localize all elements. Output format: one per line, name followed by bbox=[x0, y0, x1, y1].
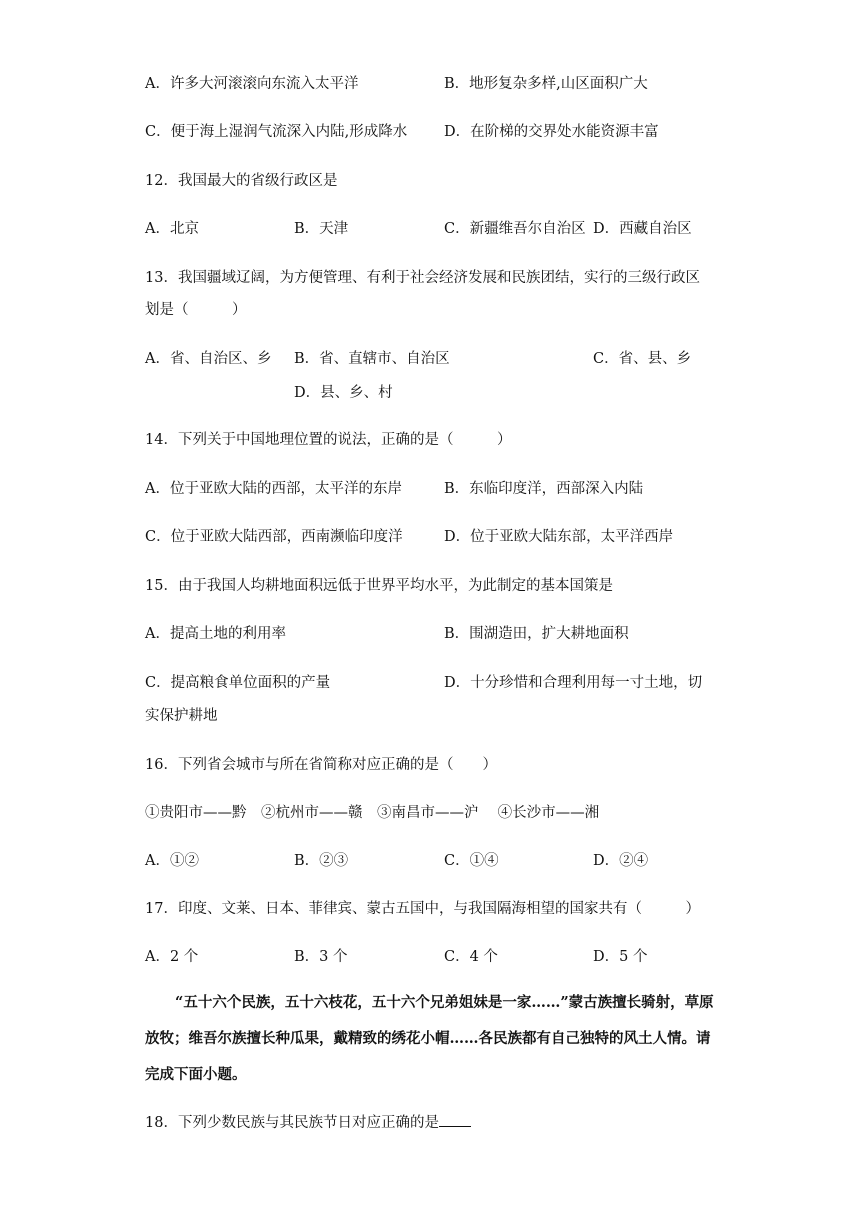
answer-blank[interactable] bbox=[439, 1112, 471, 1127]
q13-stem-line1: 13．我国疆域辽阔，为方便管理、有利于社会经济发展和民族团结，实行的三级行政区 bbox=[145, 270, 700, 286]
passage-text: “五十六个民族，五十六枝花，五十六个兄弟姐妹是一家……”蒙古族擅长骑射，草原放牧；维吾尔族擅长种瓜果，戴精致的绣花小帽……各民族都有自己独特的风土人情。请完成下面小题。 bbox=[145, 994, 714, 1083]
q13-stem-line2: 划是（ ） bbox=[145, 302, 247, 318]
q17-option-a: A．2 个 bbox=[145, 949, 199, 965]
q11-option-b: B．地形复杂多样,山区面积广大 bbox=[444, 76, 648, 92]
reading-passage bbox=[145, 985, 720, 1093]
q17-option-c: C．4 个 bbox=[444, 949, 498, 965]
q15-option-a: A．提高土地的利用率 bbox=[145, 626, 286, 642]
q16-option-d: D．②④ bbox=[593, 853, 649, 869]
q12-option-d: D．西藏自治区 bbox=[593, 221, 692, 237]
q16-option-a: A．①② bbox=[145, 853, 199, 869]
q15-option-d: D．十分珍惜和合理利用每一寸土地，切 bbox=[444, 675, 703, 691]
q13-option-a: A．省、自治区、乡 bbox=[145, 351, 272, 367]
q17-option-b: B．3 个 bbox=[294, 949, 348, 965]
q14-option-d: D．位于亚欧大陆东部，太平洋西岸 bbox=[444, 529, 674, 545]
q17-option-d: D．5 个 bbox=[593, 949, 648, 965]
q14-option-c: C．位于亚欧大陆西部，西南濒临印度洋 bbox=[145, 529, 403, 545]
q15-stem: 15．由于我国人均耕地面积远低于世界平均水平，为此制定的基本国策是 bbox=[145, 578, 613, 594]
q11-option-a: A．许多大河滚滚向东流入太平洋 bbox=[145, 76, 359, 92]
q12-option-a: A．北京 bbox=[145, 221, 199, 237]
q16-option-b: B．②③ bbox=[294, 853, 349, 869]
q16-stem: 16．下列省会城市与所在省简称对应正确的是（ ） bbox=[145, 757, 497, 773]
q18-stem: 18．下列少数民族与其民族节日对应正确的是 bbox=[145, 1115, 439, 1131]
q14-option-a: A．位于亚欧大陆的西部，太平洋的东岸 bbox=[145, 481, 402, 497]
q14-stem: 14．下列关于中国地理位置的说法，正确的是（ ） bbox=[145, 432, 512, 448]
q16-items: ①贵阳市——黔 ②杭州市——赣 ③南昌市——沪 ④长沙市——湘 bbox=[145, 805, 600, 821]
q15-option-d-continued: 实保护耕地 bbox=[145, 708, 218, 724]
q15-option-b: B．围湖造田，扩大耕地面积 bbox=[444, 626, 629, 642]
q14-option-b: B．东临印度洋，西部深入内陆 bbox=[444, 481, 644, 497]
q17-stem: 17．印度、文莱、日本、菲律宾、蒙古五国中，与我国隔海相望的国家共有（ ） bbox=[145, 901, 700, 917]
q13-option-c: C．省、县、乡 bbox=[593, 351, 692, 367]
q12-option-c: C．新疆维吾尔自治区 bbox=[444, 221, 586, 237]
q15-option-c: C．提高粮食单位面积的产量 bbox=[145, 675, 331, 691]
q13-option-d: D．县、乡、村 bbox=[294, 385, 393, 401]
q18-stem-line bbox=[145, 1111, 471, 1132]
q11-option-c: C．便于海上湿润气流深入内陆,形成降水 bbox=[145, 124, 408, 140]
q12-option-b: B．天津 bbox=[294, 221, 349, 237]
q16-option-c: C．①④ bbox=[444, 853, 499, 869]
q11-option-d: D．在阶梯的交界处水能资源丰富 bbox=[444, 124, 659, 140]
q12-stem: 12．我国最大的省级行政区是 bbox=[145, 173, 338, 189]
q13-option-b: B．省、直辖市、自治区 bbox=[294, 351, 450, 367]
